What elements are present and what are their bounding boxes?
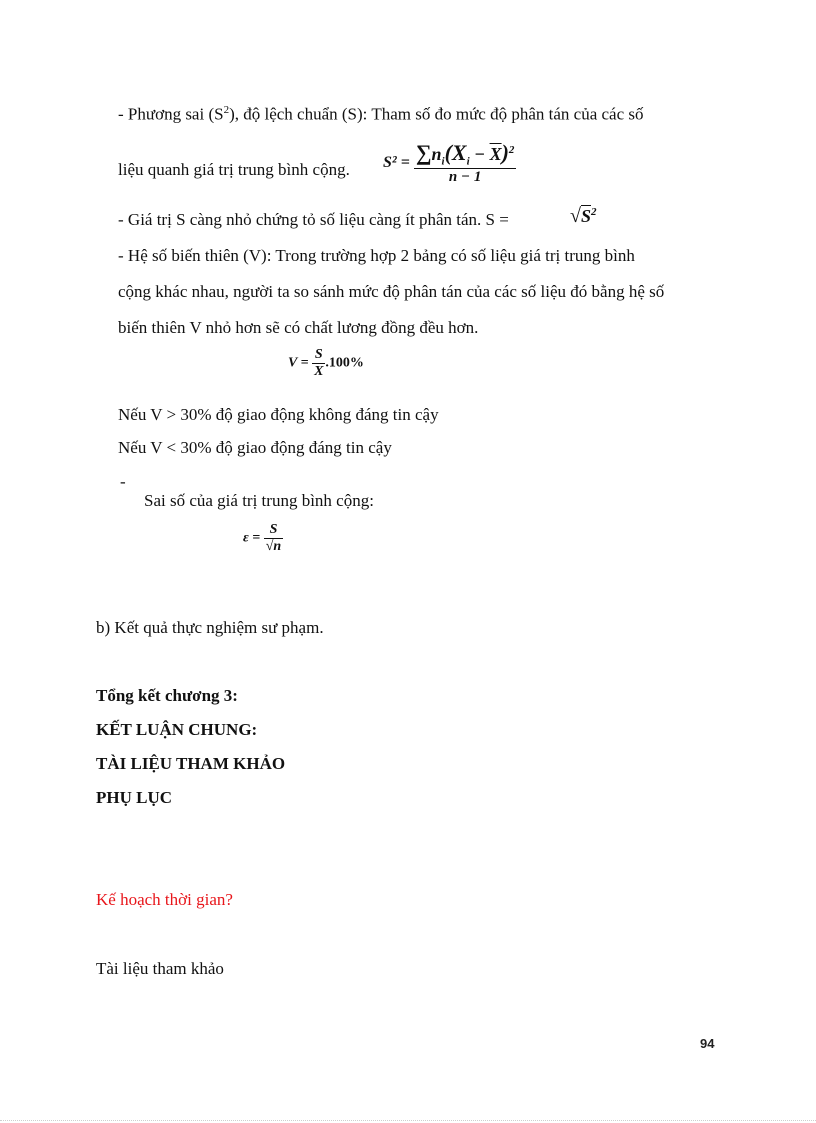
variance-denominator: n − 1: [448, 168, 482, 185]
num-xbar: $\overline{X}$: [489, 144, 502, 164]
variance-text-b: ), độ lệch chuẩn (S): Tham số đo mức độ phân tán của các số: [229, 104, 644, 124]
references-heading-text: TÀI LIỆU THAM KHẢO: [96, 754, 286, 773]
bullet-dash: [120, 472, 126, 492]
smaller-s-text: - Giá trị S càng nhỏ chứng tỏ số liệu càng ít phân tán. S =: [118, 210, 509, 229]
general-conclusion-heading: [96, 720, 257, 740]
epsilon-formula: [243, 522, 283, 555]
general-conclusion-text: KẾT LUẬN CHUNG:: [96, 720, 258, 739]
variance-continuation-text: liệu quanh giá trị trung bình cộng.: [118, 160, 350, 179]
epsilon-denominator: [264, 539, 283, 555]
num-sub-i: i: [441, 155, 445, 168]
v-less-text: Nếu V < 30% độ giao động đáng tin cậy: [118, 438, 392, 457]
sqrt-sign: √: [570, 205, 581, 227]
summary-ch3-heading: [96, 686, 238, 706]
v-greater-line: [118, 405, 439, 425]
page-bottom-divider: [0, 1120, 816, 1121]
sqrt-body: S: [580, 206, 591, 226]
variance-formula: [383, 140, 516, 186]
variance-definition-line: [118, 104, 644, 125]
time-plan-line: [96, 890, 233, 910]
references-heading: [96, 754, 285, 774]
cv-formula: [288, 347, 364, 380]
num-sub-i-2: i: [466, 155, 470, 168]
num-paren: (X: [444, 140, 467, 165]
epsilon-numerator: S: [264, 522, 283, 539]
result-b-line: [96, 618, 324, 638]
cv-numerator: S: [312, 347, 325, 364]
variance-formula-lhs: S² =: [383, 153, 410, 171]
cv-text-3: biến thiên V nhỏ hơn sẽ có chất lương đồng đều hơn.: [118, 318, 479, 337]
variance-text-a: - Phương sai (S: [118, 104, 224, 124]
v-less-line: [118, 438, 392, 458]
summary-ch3-text: Tổng kết chương 3:: [96, 686, 238, 705]
sqrt-s2-formula: [570, 205, 597, 228]
appendix-heading: [96, 788, 172, 808]
cv-line-1: [118, 246, 635, 266]
error-mean-line: [144, 491, 374, 511]
variance-superscript: 2: [223, 104, 230, 116]
variance-numerator: [414, 140, 517, 169]
num-n: n: [431, 144, 442, 164]
references-line: [96, 959, 224, 979]
num-minus: −: [469, 144, 490, 164]
cv-line-2: [118, 282, 664, 302]
epsilon-fraction: [264, 522, 283, 555]
cv-line-3: [118, 318, 478, 338]
num-square: 2: [508, 144, 515, 156]
appendix-text: PHỤ LỤC: [96, 788, 173, 807]
sqrt-square: 2: [591, 206, 597, 218]
result-b-text: b) Kết quả thực nghiệm sư phạm.: [96, 618, 324, 637]
epsilon-sqrt-body: n: [273, 539, 282, 554]
references-text: Tài liệu tham khảo: [96, 959, 224, 978]
sum-symbol: ∑: [415, 140, 432, 165]
error-mean-text: Sai số của giá trị trung bình cộng:: [144, 491, 374, 510]
smaller-s-line: [118, 210, 509, 230]
variance-continuation-line: [118, 160, 350, 180]
bullet-dash-text: -: [120, 472, 126, 491]
cv-formula-lhs: V =: [288, 355, 309, 371]
time-plan-text: Kế hoạch thời gian?: [96, 890, 233, 909]
cv-percent: .100%: [325, 355, 364, 371]
variance-fraction: [414, 140, 517, 186]
epsilon-sqrt-sign: √: [265, 539, 274, 554]
epsilon-lhs: ε =: [243, 530, 261, 546]
cv-text-2: cộng khác nhau, người ta so sánh mức độ phân tán của các số liệu đó bằng hệ số: [118, 282, 665, 301]
cv-fraction: [312, 347, 325, 380]
num-close: ): [501, 140, 509, 165]
cv-denominator: X: [314, 364, 324, 379]
v-greater-text: Nếu V > 30% độ giao động không đáng tin cậy: [118, 405, 439, 424]
page-number: 94: [700, 1036, 715, 1051]
cv-text-1: - Hệ số biến thiên (V): Trong trường hợp 2 bảng có số liệu giá trị trung bình: [118, 246, 635, 265]
